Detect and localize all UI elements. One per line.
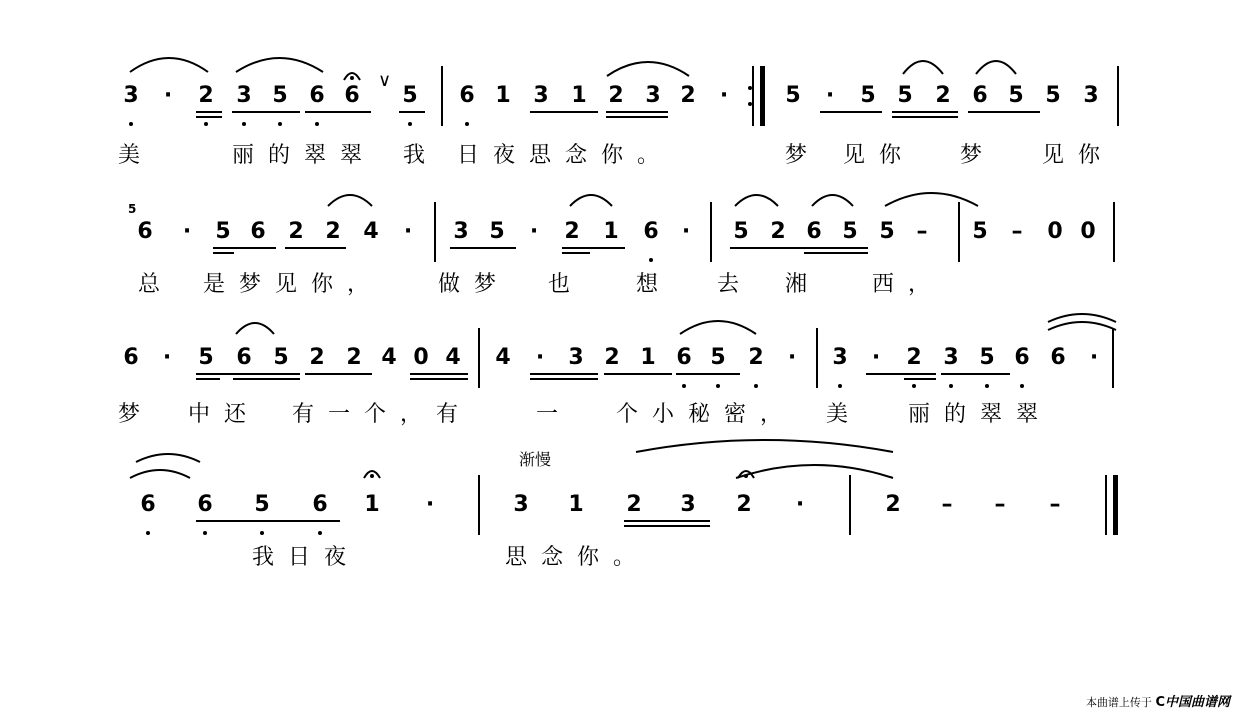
octave-dot-below: [260, 531, 264, 535]
beam-underline: [624, 520, 710, 522]
barline: [1117, 66, 1119, 126]
note-digit: 0: [413, 345, 429, 370]
lyric-text: 美: [826, 402, 849, 427]
beam-underline: [604, 373, 672, 375]
octave-dot-below: [318, 531, 322, 535]
tempo-marking: 渐慢: [519, 450, 552, 469]
barline-thick: [760, 66, 765, 126]
note-digit: 5: [785, 83, 801, 108]
beam-underline-double: [410, 378, 468, 380]
note-digit: 2: [626, 492, 642, 517]
note-digit: 3: [832, 345, 848, 370]
lyric-text: 西，: [872, 272, 945, 297]
barline: [441, 66, 443, 126]
note-digit: 3: [1083, 83, 1099, 108]
note-digit: 6: [309, 83, 325, 108]
beam-underline: [820, 111, 882, 113]
beam-underline: [285, 247, 346, 249]
octave-dot-below: [242, 122, 246, 126]
octave-dot-below: [716, 384, 720, 388]
beam-underline-double: [892, 116, 958, 118]
note-digit: 3: [568, 345, 584, 370]
note-digit: 3: [453, 219, 469, 244]
lyric-text: 总: [138, 272, 161, 297]
note-digit: 1: [568, 492, 584, 517]
lyric-text: 一: [536, 402, 559, 427]
lyric-text: 也: [548, 272, 571, 297]
note-digit: 0: [1047, 219, 1063, 244]
site-name: 中国曲谱网: [1164, 695, 1230, 710]
note-digit: 2: [736, 492, 752, 517]
beam-underline: [530, 111, 598, 113]
dash-sustain: –: [916, 219, 928, 244]
lyric-text: 有一个，有: [292, 402, 473, 427]
note-digit: 5: [489, 219, 505, 244]
barline: [958, 202, 960, 262]
lyric-text: 我日夜: [252, 545, 361, 570]
octave-dot-below: [682, 384, 686, 388]
extension-dot: ·: [162, 345, 172, 370]
beam-underline: [530, 373, 598, 375]
octave-dot-below: [129, 122, 133, 126]
note-digit: 5: [272, 83, 288, 108]
beam-underline: [450, 247, 516, 249]
dash-sustain: –: [1011, 219, 1023, 244]
beam-underline-double: [562, 252, 590, 254]
beam-underline-double: [196, 116, 222, 118]
barline-thick: [1113, 475, 1118, 535]
lyric-text: 梦: [960, 143, 983, 168]
note-digit: 2: [770, 219, 786, 244]
note-digit: 4: [363, 219, 379, 244]
octave-dot-below: [204, 122, 208, 126]
lyric-text: 丽的翠翠: [232, 143, 377, 168]
octave-dot-below: [1020, 384, 1024, 388]
note-digit: 6: [312, 492, 328, 517]
lyric-text: 美: [118, 143, 141, 168]
extension-dot: ·: [182, 219, 192, 244]
note-digit: 6: [1050, 345, 1066, 370]
lyric-text: 想: [636, 272, 659, 297]
note-digit: 1: [571, 83, 587, 108]
octave-dot-below: [985, 384, 989, 388]
extension-dot: ·: [535, 345, 545, 370]
note-digit: 3: [236, 83, 252, 108]
lyric-text: 湘: [785, 272, 808, 297]
note-digit: 6: [197, 492, 213, 517]
repeat-dot: [748, 102, 752, 106]
note-digit: 4: [445, 345, 461, 370]
note-digit: 6: [1014, 345, 1030, 370]
beam-underline-double: [606, 116, 668, 118]
octave-dot-below: [465, 122, 469, 126]
note-digit: 6: [123, 345, 139, 370]
note-digit: 6: [250, 219, 266, 244]
note-digit: 3: [123, 83, 139, 108]
note-digit: 5: [1008, 83, 1024, 108]
note-digit: 5: [198, 345, 214, 370]
beam-underline: [606, 111, 668, 113]
grace-note: 5: [128, 202, 137, 216]
note-digit: 1: [603, 219, 619, 244]
beam-underline-double: [624, 525, 710, 527]
note-digit: 2: [608, 83, 624, 108]
note-digit: 6: [344, 83, 360, 108]
beam-underline: [866, 373, 936, 375]
note-digit: 6: [806, 219, 822, 244]
extension-dot: ·: [719, 83, 729, 108]
footer-watermark: [1086, 691, 1230, 710]
lyric-text: 梦: [118, 402, 141, 427]
beam-underline: [399, 111, 425, 113]
octave-dot-below: [949, 384, 953, 388]
octave-dot-below: [146, 531, 150, 535]
note-digit: 2: [885, 492, 901, 517]
lyric-text: 是梦见你，: [203, 272, 384, 297]
note-digit: 5: [215, 219, 231, 244]
note-digit: 4: [495, 345, 511, 370]
beam-underline: [730, 247, 868, 249]
note-digit: 1: [495, 83, 511, 108]
octave-dot-below: [315, 122, 319, 126]
note-digit: 1: [640, 345, 656, 370]
octave-dot-below: [203, 531, 207, 535]
dash-sustain: –: [1049, 492, 1061, 517]
repeat-dot: [748, 86, 752, 90]
lyric-text: 梦: [785, 143, 808, 168]
note-digit: 2: [680, 83, 696, 108]
note-digit: 5: [733, 219, 749, 244]
note-digit: 2: [564, 219, 580, 244]
dash-sustain: –: [941, 492, 953, 517]
lyric-text: 我: [403, 143, 426, 168]
site-logo-icon: C: [1155, 695, 1165, 710]
note-digit: 3: [943, 345, 959, 370]
barline: [1113, 202, 1115, 262]
note-digit: 5: [1045, 83, 1061, 108]
note-digit: 3: [680, 492, 696, 517]
octave-dot-below: [912, 384, 916, 388]
note-digit: 5: [860, 83, 876, 108]
lyric-text: 去: [717, 272, 740, 297]
note-digit: 5: [972, 219, 988, 244]
note-digit: 2: [198, 83, 214, 108]
note-digit: 2: [288, 219, 304, 244]
beam-underline: [892, 111, 958, 113]
octave-dot-below: [838, 384, 842, 388]
note-digit: 1: [364, 492, 380, 517]
barline: [478, 475, 480, 535]
lyric-text: 见你: [843, 143, 916, 168]
barline: [1105, 475, 1107, 535]
note-digit: 5: [979, 345, 995, 370]
beam-underline: [941, 373, 1010, 375]
lyric-text: 丽的翠翠: [908, 402, 1053, 427]
extension-dot: ·: [425, 492, 435, 517]
note-digit: 3: [645, 83, 661, 108]
octave-dot-below: [649, 258, 653, 262]
lyric-text: 做梦: [438, 272, 511, 297]
note-digit: 6: [972, 83, 988, 108]
extension-dot: ·: [529, 219, 539, 244]
note-digit: 5: [710, 345, 726, 370]
beam-underline: [410, 373, 468, 375]
barline: [849, 475, 851, 535]
note-digit: 0: [1080, 219, 1096, 244]
beam-underline-double: [196, 378, 220, 380]
lyric-text: 思念你。: [505, 545, 650, 570]
note-digit: 5: [897, 83, 913, 108]
note-digit: 4: [381, 345, 397, 370]
dash-sustain: –: [994, 492, 1006, 517]
upload-note: 本曲谱上传于: [1085, 696, 1152, 709]
octave-dot-below: [278, 122, 282, 126]
note-digit: 5: [273, 345, 289, 370]
note-digit: 2: [604, 345, 620, 370]
octave-dot-below: [408, 122, 412, 126]
note-digit: 2: [748, 345, 764, 370]
breath-mark: ∨: [378, 70, 392, 91]
note-digit: 5: [879, 219, 895, 244]
beam-underline-double: [530, 378, 598, 380]
extension-dot: ·: [871, 345, 881, 370]
note-digit: 5: [402, 83, 418, 108]
extension-dot: ·: [825, 83, 835, 108]
extension-dot: ·: [787, 345, 797, 370]
note-digit: 6: [236, 345, 252, 370]
note-digit: 6: [643, 219, 659, 244]
beam-underline: [305, 111, 371, 113]
extension-dot: ·: [1089, 345, 1099, 370]
beam-underline-double: [213, 252, 234, 254]
note-digit: 2: [325, 219, 341, 244]
lyric-text: 个小秘密，: [616, 402, 797, 427]
note-digit: 2: [309, 345, 325, 370]
barline: [1112, 328, 1114, 388]
beam-underline: [305, 373, 372, 375]
beam-underline: [196, 111, 222, 113]
beam-underline: [562, 247, 625, 249]
beam-underline: [968, 111, 1040, 113]
note-digit: 5: [842, 219, 858, 244]
beam-underline-double: [804, 252, 868, 254]
beam-underline: [676, 373, 740, 375]
lyric-text: 日夜思念你。: [457, 143, 674, 168]
beam-underline: [196, 373, 300, 375]
note-digit: 3: [533, 83, 549, 108]
note-digit: 6: [676, 345, 692, 370]
beam-underline-double: [233, 378, 300, 380]
barline: [434, 202, 436, 262]
barline: [710, 202, 712, 262]
barline: [478, 328, 480, 388]
beam-underline: [196, 520, 340, 522]
extension-dot: ·: [403, 219, 413, 244]
note-digit: 2: [935, 83, 951, 108]
note-digit: 2: [346, 345, 362, 370]
beam-underline: [213, 247, 276, 249]
barline: [752, 66, 754, 126]
extension-dot: ·: [795, 492, 805, 517]
lyric-text: 见你: [1042, 143, 1115, 168]
beam-underline: [232, 111, 300, 113]
note-digit: 6: [459, 83, 475, 108]
barline: [816, 328, 818, 388]
octave-dot-below: [754, 384, 758, 388]
extension-dot: ·: [681, 219, 691, 244]
note-digit: 3: [513, 492, 529, 517]
lyric-text: 中还: [188, 402, 261, 427]
extension-dot: ·: [163, 83, 173, 108]
note-digit: 5: [254, 492, 270, 517]
note-digit: 2: [906, 345, 922, 370]
beam-underline-double: [904, 378, 936, 380]
note-digit: 6: [140, 492, 156, 517]
note-digit: 6: [137, 219, 153, 244]
